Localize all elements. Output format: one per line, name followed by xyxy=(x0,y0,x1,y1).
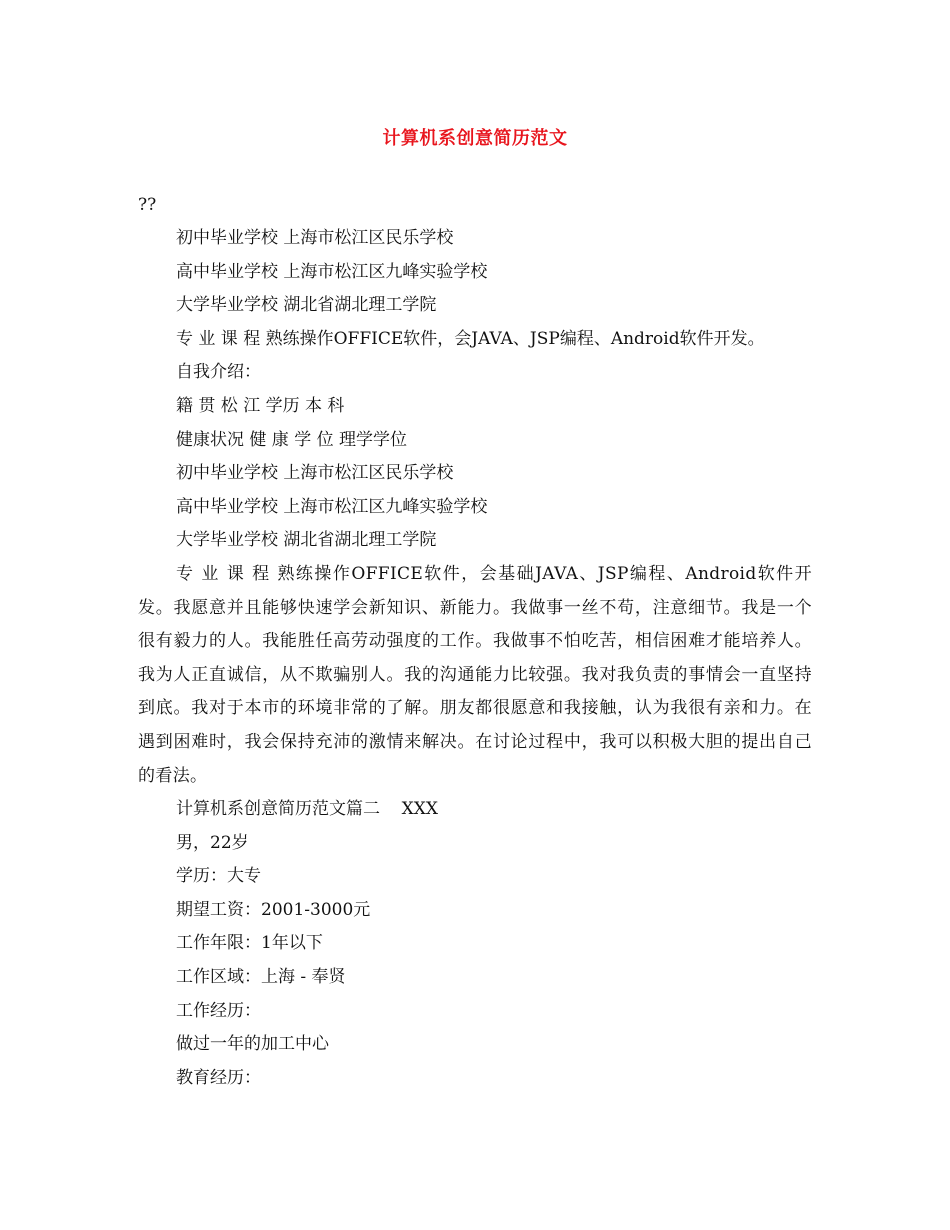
text-line: 高中毕业学校 上海市松江区九峰实验学校 xyxy=(176,261,488,282)
text-line: 计算机系创意简历范文篇二 XXX xyxy=(176,799,438,820)
text-line: 大学毕业学校 湖北省湖北理工学院 xyxy=(176,530,437,551)
text-line: 籍 贯 松 江 学历 本 科 xyxy=(176,395,345,416)
text-line: 期望工资：2001-3000元 xyxy=(176,899,371,920)
text-line: 做过一年的加工中心 xyxy=(176,1034,329,1055)
placeholder-marker: ?? xyxy=(138,195,157,215)
self-introduction-paragraph: 专 业 课 程 熟练操作OFFICE软件，会基础JAVA、JSP编程、Android软件开发。我愿意并且能够快速学会新知识、新能力。我做事一丝不苟，注意细节。我是一个很有毅力的人。我能胜任高劳动强度的工作。我做事不怕吃苦，相信困难才能培养人。我为人正直诚信，从不欺骗别人。我的沟通能力比较强。我对我负责的事情会一直坚持到底。我对于本市的环境非常的了解。朋友都很愿意和我接触，认为我很有亲和力。在遇到困难时，我会保持充沛的激情来解决。在讨论过程中，我可以积极大胆的提出自己的看法。 xyxy=(138,563,812,786)
text-line: 工作经历： xyxy=(176,1000,261,1021)
text-line: 教育经历： xyxy=(176,1067,261,1088)
text-line: 专 业 课 程 熟练操作OFFICE软件，会JAVA、JSP编程、Android软件开发。 xyxy=(176,328,765,349)
text-line: 男，22岁 xyxy=(176,832,249,853)
document-body xyxy=(138,222,812,1095)
text-line: 健康状况 健 康 学 位 理学学位 xyxy=(176,429,408,450)
text-line: 初中毕业学校 上海市松江区民乐学校 xyxy=(176,228,454,248)
text-line: 工作年限：1年以下 xyxy=(176,933,323,954)
text-line: 初中毕业学校 上海市松江区民乐学校 xyxy=(176,463,454,484)
text-line: 自我介绍： xyxy=(176,362,261,383)
text-line: 工作区域：上海 - 奉贤 xyxy=(176,967,346,988)
text-line: 大学毕业学校 湖北省湖北理工学院 xyxy=(176,295,437,316)
document-title: 计算机系创意简历范文 xyxy=(382,128,568,149)
text-line: 学历：大专 xyxy=(176,866,261,887)
text-line: 高中毕业学校 上海市松江区九峰实验学校 xyxy=(176,496,488,517)
